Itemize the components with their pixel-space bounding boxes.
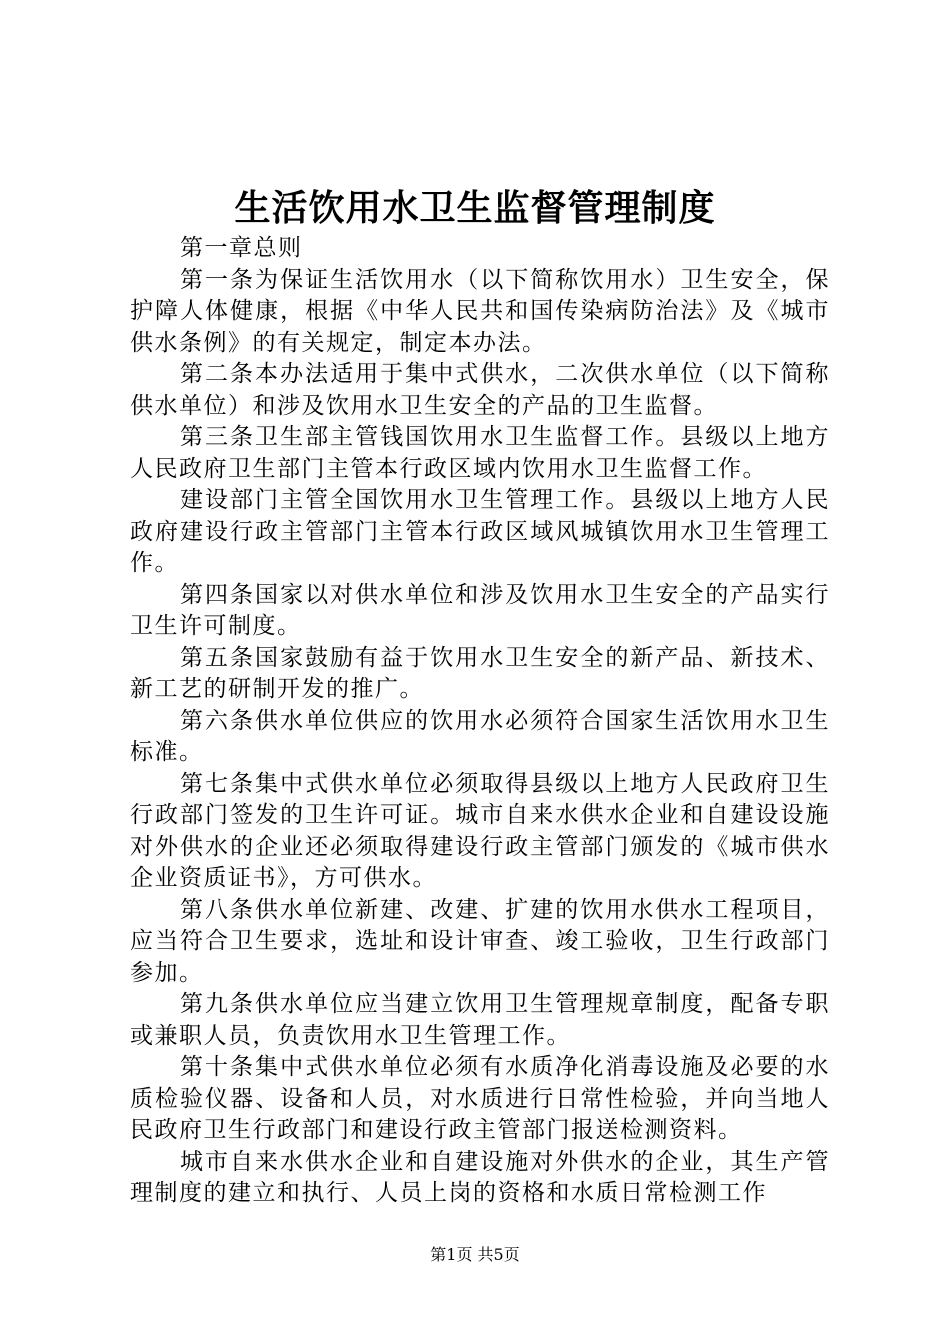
paragraph-article-10-cont: 城市自来水供水企业和自建设施对外供水的企业，其生产管理制度的建立和执行、人员上岗的资格和水质日常检测工作 bbox=[130, 1148, 830, 1206]
paragraph-article-8: 第八条供水单位新建、改建、扩建的饮用水供水工程项目，应当符合卫生要求，选址和设计审查、竣工验收，卫生行政部门参加。 bbox=[130, 896, 830, 986]
paragraph-chapter-heading: 第一章总则 bbox=[180, 235, 303, 261]
paragraph-article-2: 第二条本办法适用于集中式供水，二次供水单位（以下简称供水单位）和涉及饮用水卫生安全的产品的卫生监督。 bbox=[130, 361, 830, 419]
paragraph-article-4: 第四条国家以对供水单位和涉及饮用水卫生安全的产品实行卫生许可制度。 bbox=[130, 581, 830, 639]
document-title: 生活饮用水卫生监督管理制度 bbox=[234, 187, 716, 229]
paragraph-article-7: 第七条集中式供水单位必须取得县级以上地方人民政府卫生行政部门签发的卫生许可证。城市自来水供水企业和自建设设施对外供水的企业还必须取得建设行政主管部门颁发的《城市供水企业资质证书》，方可供水。 bbox=[130, 770, 830, 891]
paragraph-article-9: 第九条供水单位应当建立饮用卫生管理规章制度，配备专职或兼职人员，负责饮用水卫生管理工作。 bbox=[130, 991, 830, 1049]
document-body bbox=[130, 233, 830, 1210]
paragraph-article-6: 第六条供水单位供应的饮用水必须符合国家生活饮用水卫生标准。 bbox=[130, 707, 830, 765]
page-footer: 第1页 共5页 bbox=[430, 1245, 520, 1264]
paragraph-article-5: 第五条国家鼓励有益于饮用水卫生安全的新产品、新技术、新工艺的研制开发的推广。 bbox=[130, 644, 830, 702]
paragraph-article-1: 第一条为保证生活饮用水（以下简称饮用水）卫生安全，保护障人体健康，根据《中华人民共和国传染病防治法》及《城市供水条例》的有关规定，制定本办法。 bbox=[130, 266, 830, 356]
paragraph-article-10: 第十条集中式供水单位必须有水质净化消毒设施及必要的水质检验仪器、设备和人员，对水质进行日常性检验，并向当地人民政府卫生行政部门和建设行政主管部门报送检测资料。 bbox=[130, 1054, 830, 1143]
paragraph-article-3-cont: 建设部门主管全国饮用水卫生管理工作。县级以上地方人民政府建设行政主管部门主管本行政区域风城镇饮用水卫生管理工作。 bbox=[130, 487, 830, 576]
paragraph-article-3: 第三条卫生部主管钱国饮用水卫生监督工作。县级以上地方人民政府卫生部门主管本行政区域内饮用水卫生监督工作。 bbox=[130, 424, 830, 482]
